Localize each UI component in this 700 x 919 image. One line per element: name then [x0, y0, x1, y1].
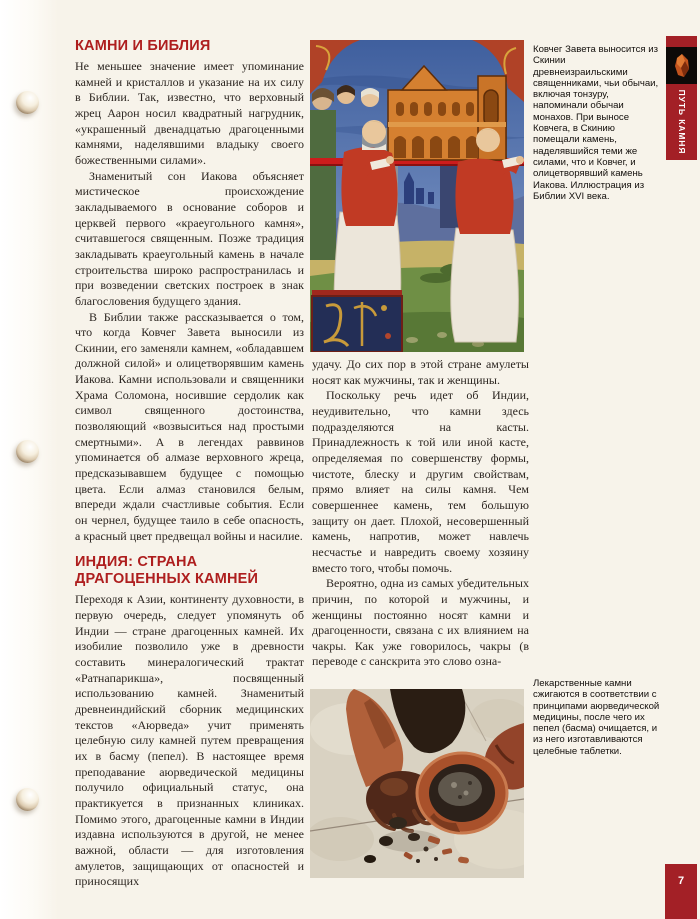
caption-medicine: Лекарственные камни сжигаются в соответствии с принципами аюрведической медицины, после чего их пепел (басма) очищается, и из него изготавливаются целебные таблетки. — [533, 678, 660, 757]
paragraph: удачу. До сих пор в этой стране амулеты носят как мужчины, так и женщины. — [312, 357, 529, 387]
rail-top-strip — [666, 36, 697, 47]
binder-hole — [16, 440, 39, 463]
section-heading-india: ИНДИЯ: СТРАНА ДРАГОЦЕННЫХ КАМНЕЙ — [75, 554, 259, 588]
paragraph: Не меньшее значение имеет упоминание камней и кристаллов и указание на их силу в Библии. Так, известно, что верховный жрец Аарон носил квадратный нагрудник, «украшенный двенадцатью драгоценными камнями, наделявшими владыку своего божественными силами». — [75, 59, 304, 167]
text-column-2 — [312, 357, 529, 670]
page-number: 7 — [677, 875, 685, 887]
paragraph: Вероятно, одна из самых убедительных причин, по которой и мужчины, и женщины постоянно носят камни и драгоценности, связана с их влиянием на чакры. Как уже говорилось, чакры (в переводе с санскрита это слово озна- — [312, 576, 529, 669]
caption-ark: Ковчег Завета выносится из Скинии древнеизраильскими священниками, чьи обычаи, включая тонзуру, напоминали обычаи монахов. При выносе Ковчега, в Скинию помещали камень, наделявшийся теми же силами, что и Ковчег, и олицетворявший камень Иакова. Иллюстрация из Библии XVI века. — [533, 44, 659, 202]
binder-hole — [16, 788, 39, 811]
paragraph: Знаменитый сон Иакова объясняет мистическое происхождение закладываемого в основание соборов и церквей первого «краеугольного камня», считавшегося священным. Позже традиция закладывать краеугольный камень в начале строительства широко распространилась и при возведении светских построек в знак благословения будущего здания. — [75, 168, 304, 308]
binder-hole — [16, 91, 39, 114]
stone-thumbnail — [666, 47, 697, 84]
section-tab-label: ПУТЬ КАМНЯ — [676, 89, 687, 155]
paragraph: Переходя к Азии, континенту духовности, в первую очередь, следует упомянуть об Индии — стране драгоценных камней. Их изобилие позволило уже в древности составить минералогический трактат «Ратнапарикша», посвященный использованию камней. Знаменитый древнеиндийский сборник медицинских текстов «Аюрведа» учит применять целебную силу камней путем превращения их в басму (пепел). В настоящее время преподавание аюрведической медицины получило официальный статус, она практикуется в признанных клиниках. Помимо этого, драгоценные камни в Индии издавна используются в другой, не менее важной, области — для изготовления амулетов, защищающих от опасностей и приносящих — [75, 592, 304, 889]
text-column-1 — [75, 38, 304, 890]
ayurveda-preparation-photo — [310, 689, 524, 878]
page-left-edge — [0, 0, 58, 919]
section-tab — [666, 84, 697, 160]
ark-miniature-illustration — [310, 40, 524, 352]
section-heading-stones-bible: КАМНИ И БИБЛИЯ — [75, 38, 211, 54]
paragraph: В Библии также рассказывается о том, что когда Ковчег Завета выносили из Скинии, его заменяли камнем, «обладавшем должной силой» и олицетворявшим камень Иакова. Камни использовали и священники Храма Соломона, носившие сердолик как символ священного достоинства, позволяющий «возвыситься над простыми смертными». А в легендах раввинов упоминается об алмазе верховного жреца, предсказывавшем будущее с помощью цвета. Если алмаз становился белым, впереди ждали счастливые события. Если он чернел, будущее таило в себе опасность, а красный цвет предвещал войны и насилие. — [75, 309, 304, 543]
stone-icon — [672, 52, 692, 80]
paragraph: Поскольку речь идет об Индии, неудивительно, что камни здесь подразделяются на касты. Принадлежность к той или иной касте, определяемая по совершенству формы, чистоте, блеску и другим свойствам, прямо влияет на силы камня. Чем совершеннее камень, тем большую защиту он дает. Плохой, несовершенный камень, напротив, может навлечь несчастье и навредить своему хозяину вместо того, чтобы помочь. — [312, 388, 529, 575]
page-number-box — [665, 864, 697, 919]
